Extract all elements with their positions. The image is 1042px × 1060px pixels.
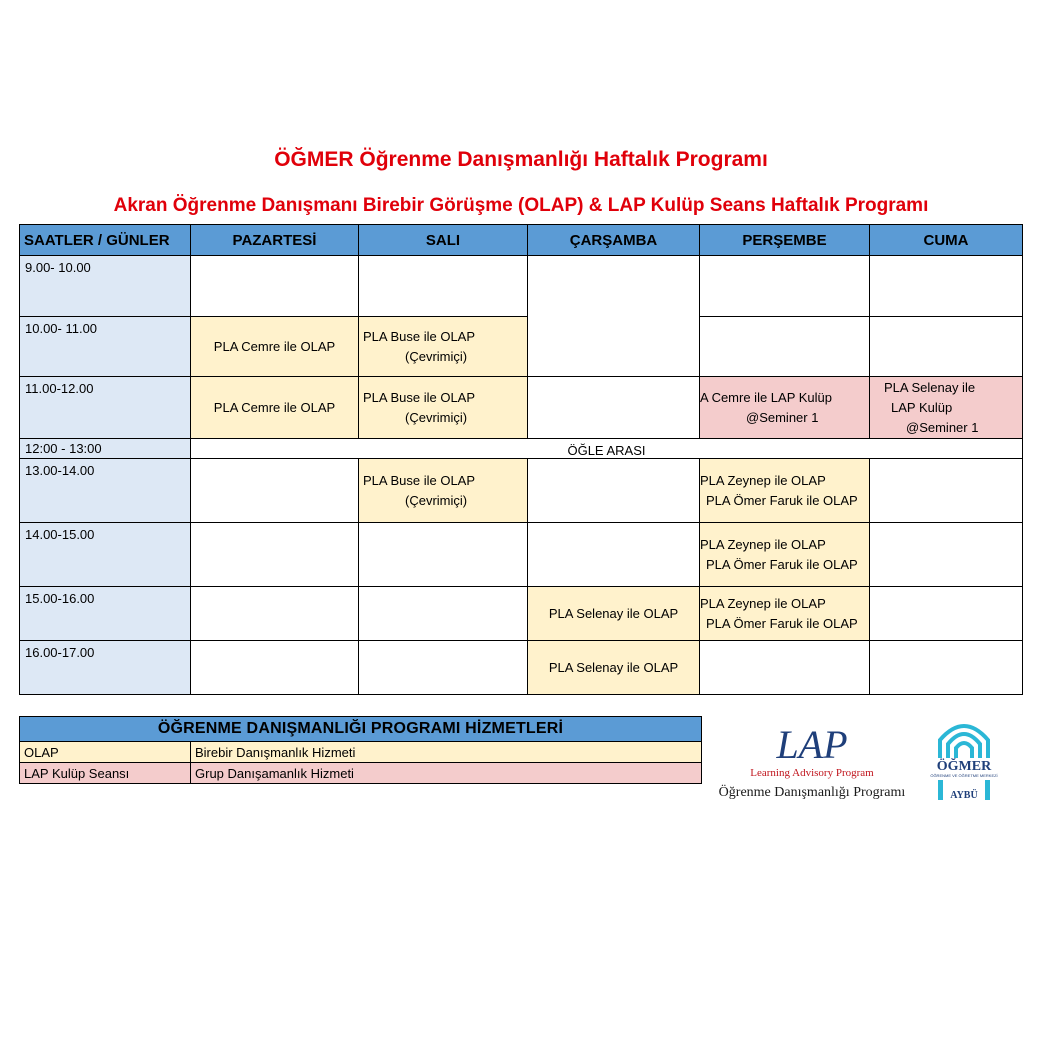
empty-cell <box>870 256 1023 317</box>
table-row <box>20 641 1023 695</box>
legend-name: LAP Kulüp Seansı <box>20 763 191 784</box>
schedule-entry-lap-club: A Cemre ile LAP Kulüp @Seminer 1 <box>700 377 870 439</box>
schedule-entry-olap: PLA Selenay ile OLAP <box>528 641 700 695</box>
time-cell: 15.00-16.00 <box>20 587 191 641</box>
empty-cell <box>870 317 1023 377</box>
time-cell: 16.00-17.00 <box>20 641 191 695</box>
arch-icon <box>940 726 988 758</box>
schedule-entry-olap: PLA Buse ile OLAP (Çevrimiçi) <box>359 377 528 439</box>
col-header-friday: CUMA <box>870 225 1023 256</box>
empty-cell <box>700 317 870 377</box>
empty-cell <box>870 459 1023 523</box>
legend-row-lap-club <box>20 763 702 784</box>
page-subtitle: Akran Öğrenme Danışmanı Birebir Görüşme (OLAP) & LAP Kulüp Seans Haftalık Programı <box>113 195 929 216</box>
legend-title: ÖĞRENME DANIŞMANLIĞI PROGRAMI HİZMETLERİ <box>20 717 702 742</box>
schedule-entry-olap: PLA Zeynep ile OLAP PLA Ömer Faruk ile OLAP <box>700 587 870 641</box>
empty-cell <box>700 256 870 317</box>
empty-cell <box>870 587 1023 641</box>
lap-logo-name: Öğrenme Danışmanlığı Programı <box>718 785 906 800</box>
lap-logo <box>712 718 912 808</box>
ogmer-logo-univ: AYBÜ <box>950 790 978 801</box>
empty-cell <box>528 523 700 587</box>
lap-logo-tagline: Learning Advisory Program <box>750 767 874 779</box>
empty-cell <box>870 523 1023 587</box>
table-row <box>20 523 1023 587</box>
time-cell: 12:00 - 13:00 <box>20 439 191 459</box>
schedule-entry-olap: PLA Cemre ile OLAP <box>191 317 359 377</box>
table-row <box>20 317 1023 377</box>
time-cell: 14.00-15.00 <box>20 523 191 587</box>
ogmer-logo-name: ÖĞMER <box>936 759 992 774</box>
table-row <box>20 439 1023 459</box>
empty-cell <box>359 256 528 317</box>
time-cell: 10.00- 11.00 <box>20 317 191 377</box>
table-row <box>20 459 1023 523</box>
table-row <box>20 587 1023 641</box>
empty-cell <box>359 587 528 641</box>
empty-cell <box>191 641 359 695</box>
table-row <box>20 377 1023 439</box>
schedule-entry-olap: PLA Cemre ile OLAP <box>191 377 359 439</box>
schedule-entry-olap: PLA Buse ile OLAP (Çevrimiçi) <box>359 459 528 523</box>
col-header-wednesday: ÇARŞAMBA <box>528 225 700 256</box>
empty-cell <box>528 459 700 523</box>
time-cell: 11.00-12.00 <box>20 377 191 439</box>
empty-cell <box>191 523 359 587</box>
time-cell: 13.00-14.00 <box>20 459 191 523</box>
schedule-entry-olap: PLA Zeynep ile OLAP PLA Ömer Faruk ile OLAP <box>700 459 870 523</box>
ogmer-logo-sub: ÖĞRENME VE ÖĞRETME MERKEZİ <box>930 773 998 778</box>
empty-cell <box>528 377 700 439</box>
empty-cell <box>700 641 870 695</box>
page-title: ÖĞMER Öğrenme Danışmanlığı Haftalık Programı <box>274 148 768 171</box>
col-header-times: SAATLER / GÜNLER <box>20 225 191 256</box>
ogmer-logo <box>920 714 1008 804</box>
col-header-monday: PAZARTESİ <box>191 225 359 256</box>
empty-cell <box>359 523 528 587</box>
legend-name: OLAP <box>20 742 191 763</box>
schedule-entry-olap: PLA Selenay ile OLAP <box>528 587 700 641</box>
legend-desc: Birebir Danışmanlık Hizmeti <box>191 742 702 763</box>
table-row <box>20 256 1023 317</box>
lunch-break-cell: ÖĞLE ARASI <box>191 439 1023 459</box>
empty-cell <box>191 587 359 641</box>
services-legend <box>19 716 702 784</box>
empty-cell <box>870 641 1023 695</box>
schedule-entry-lap-club: PLA Selenay ile LAP Kulüp @Seminer 1 <box>870 377 1023 439</box>
col-header-thursday: PERŞEMBE <box>700 225 870 256</box>
time-cell: 9.00- 10.00 <box>20 256 191 317</box>
legend-desc: Grup Danışamanlık Hizmeti <box>191 763 702 784</box>
legend-row-olap <box>20 742 702 763</box>
empty-cell <box>191 459 359 523</box>
schedule-entry-olap: PLA Zeynep ile OLAP PLA Ömer Faruk ile OLAP <box>700 523 870 587</box>
lap-logo-mark: LAP <box>776 722 848 767</box>
schedule-entry-olap: PLA Buse ile OLAP (Çevrimiçi) <box>359 317 528 377</box>
empty-cell <box>359 641 528 695</box>
header-row <box>20 225 1023 256</box>
empty-cell <box>191 256 359 317</box>
col-header-tuesday: SALI <box>359 225 528 256</box>
empty-cell <box>528 256 700 377</box>
schedule-table <box>19 224 1023 695</box>
